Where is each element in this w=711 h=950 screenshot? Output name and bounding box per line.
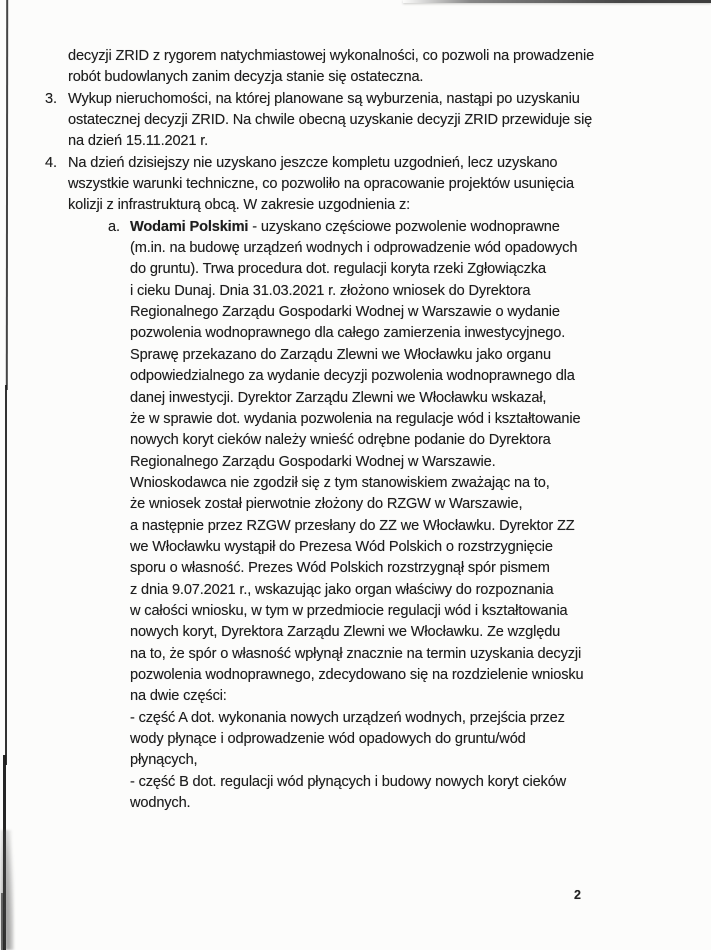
text-line: że w sprawie dot. wydania pozwolenia na regulacje wód i kształtowanie xyxy=(130,410,581,427)
text-line: płynących, xyxy=(130,752,198,769)
scan-smudge xyxy=(0,830,14,950)
text-line: że wniosek został pierwotnie złożony do RZGW w Warszawie, xyxy=(130,496,523,513)
text-line: kolizji z infrastrukturą obcą. W zakresie uzgodnienia z: xyxy=(68,197,410,214)
text-line: wody płynące i odprowadzenie wód opadowych do gruntu/wód xyxy=(130,731,526,747)
text-line: odpowiedzialnego za wydanie decyzji pozwolenia wodnoprawnego dla xyxy=(130,368,575,385)
sub-item-a xyxy=(0,217,711,815)
list-marker: 4. xyxy=(45,154,57,171)
text-line: nowych koryt cieków należy wnieść odrębne podanie do Dyrektora xyxy=(130,432,551,449)
scan-edge-shadow-top xyxy=(403,0,711,3)
text-line: ostatecznej decyzji ZRID. Na chwile obecną uzyskanie decyzji ZRID przewiduje się xyxy=(68,112,593,129)
text-line: w całości wniosku, w tym w przedmiocie regulacji wód i kształtowania xyxy=(130,602,568,619)
text-line: we Włocławku wystąpił do Prezesa Wód Polskich o rozstrzygnięcie xyxy=(130,538,553,555)
text-line: pozwolenia wodnoprawnego, zdecydowano się na rozdzielenie wniosku xyxy=(130,666,584,683)
text-line: Na dzień dzisiejszy nie uzyskano jeszcze kompletu uzgodnień, lecz uzyskano 4. xyxy=(0,153,711,174)
page-number: 2 xyxy=(574,888,581,902)
text-line: nowych koryt, Dyrektora Zarządu Zlewni we Włocławku. Ze względu xyxy=(130,624,561,641)
text-line: pozwolenia wodnoprawnego dla całego zamierzenia inwestycyjnego. xyxy=(130,325,566,342)
text-line: wszystkie warunki techniczne, co pozwoliło na opracowanie projektów usunięcia xyxy=(68,176,574,193)
text-line: robót budowlanych zanim decyzja stanie się ostateczna. xyxy=(68,69,424,86)
text-line: a następnie przez RZGW przesłany do ZZ we Włocławku. Dyrektor ZZ xyxy=(130,517,575,534)
text-line: wodnych. xyxy=(130,795,191,812)
text-line: i cieku Dunaj. Dnia 31.03.2021 r. złożono wniosek do Dyrektora xyxy=(130,282,531,299)
text-line: na dzień 15.11.2021 r. xyxy=(68,133,209,150)
document-text xyxy=(0,46,711,814)
text-line: danej inwestycji. Dyrektor Zarządu Zlewni we Włocławku wskazał, xyxy=(130,389,547,406)
list-item-4 xyxy=(0,153,711,217)
org-name-bold: Wodami Polskimi xyxy=(130,218,249,235)
text-line: - część B dot. regulacji wód płynących i budowy nowych koryt cieków xyxy=(130,773,567,790)
paragraph-continuation xyxy=(0,46,711,89)
text-line: Wodami Polskimi - uzyskano częściowe pozwolenie wodnoprawne a. xyxy=(0,217,711,238)
list-marker: a. xyxy=(108,218,120,235)
text-line: decyzji ZRID z rygorem natychmiastowej wykonalności, co pozwoli na prowadzenie xyxy=(68,48,595,64)
text-line: - część A dot. wykonania nowych urządzeń wodnych, przejścia przez xyxy=(130,709,565,726)
text-line: Wykup nieruchomości, na której planowane są wyburzenia, nastąpi po uzyskaniu 3. xyxy=(0,89,711,110)
text-line: Regionalnego Zarządu Gospodarki Wodnej w Warszawie o wydanie xyxy=(130,304,560,321)
text-line: do gruntu). Trwa procedura dot. regulacji koryta rzeki Zgłowiączka xyxy=(130,261,546,278)
text-line: na to, że spór o własność wpłynął znacznie na termin uzyskania decyzji xyxy=(130,645,582,662)
text-line: Wnioskodawca nie zgodził się z tym stanowiskiem zważając na to, xyxy=(130,474,550,491)
text-line: Sprawę przekazano do Zarządu Zlewni we Włocławku jako organu xyxy=(130,346,551,363)
text-line: (m.in. na budowę urządzeń wodnych i odprowadzenie wód opadowych xyxy=(130,240,578,257)
list-item-3 xyxy=(0,89,711,153)
list-marker: 3. xyxy=(45,90,57,107)
text-line: sporu o własność. Prezes Wód Polskich rozstrzygnął spór pismem xyxy=(130,560,550,577)
text-line: na dwie części: xyxy=(130,688,227,705)
text-line: Regionalnego Zarządu Gospodarki Wodnej w Warszawie. xyxy=(130,453,496,470)
text-line: z dnia 9.07.2021 r., wskazując jako organ właściwy do rozpoznania xyxy=(130,581,554,598)
